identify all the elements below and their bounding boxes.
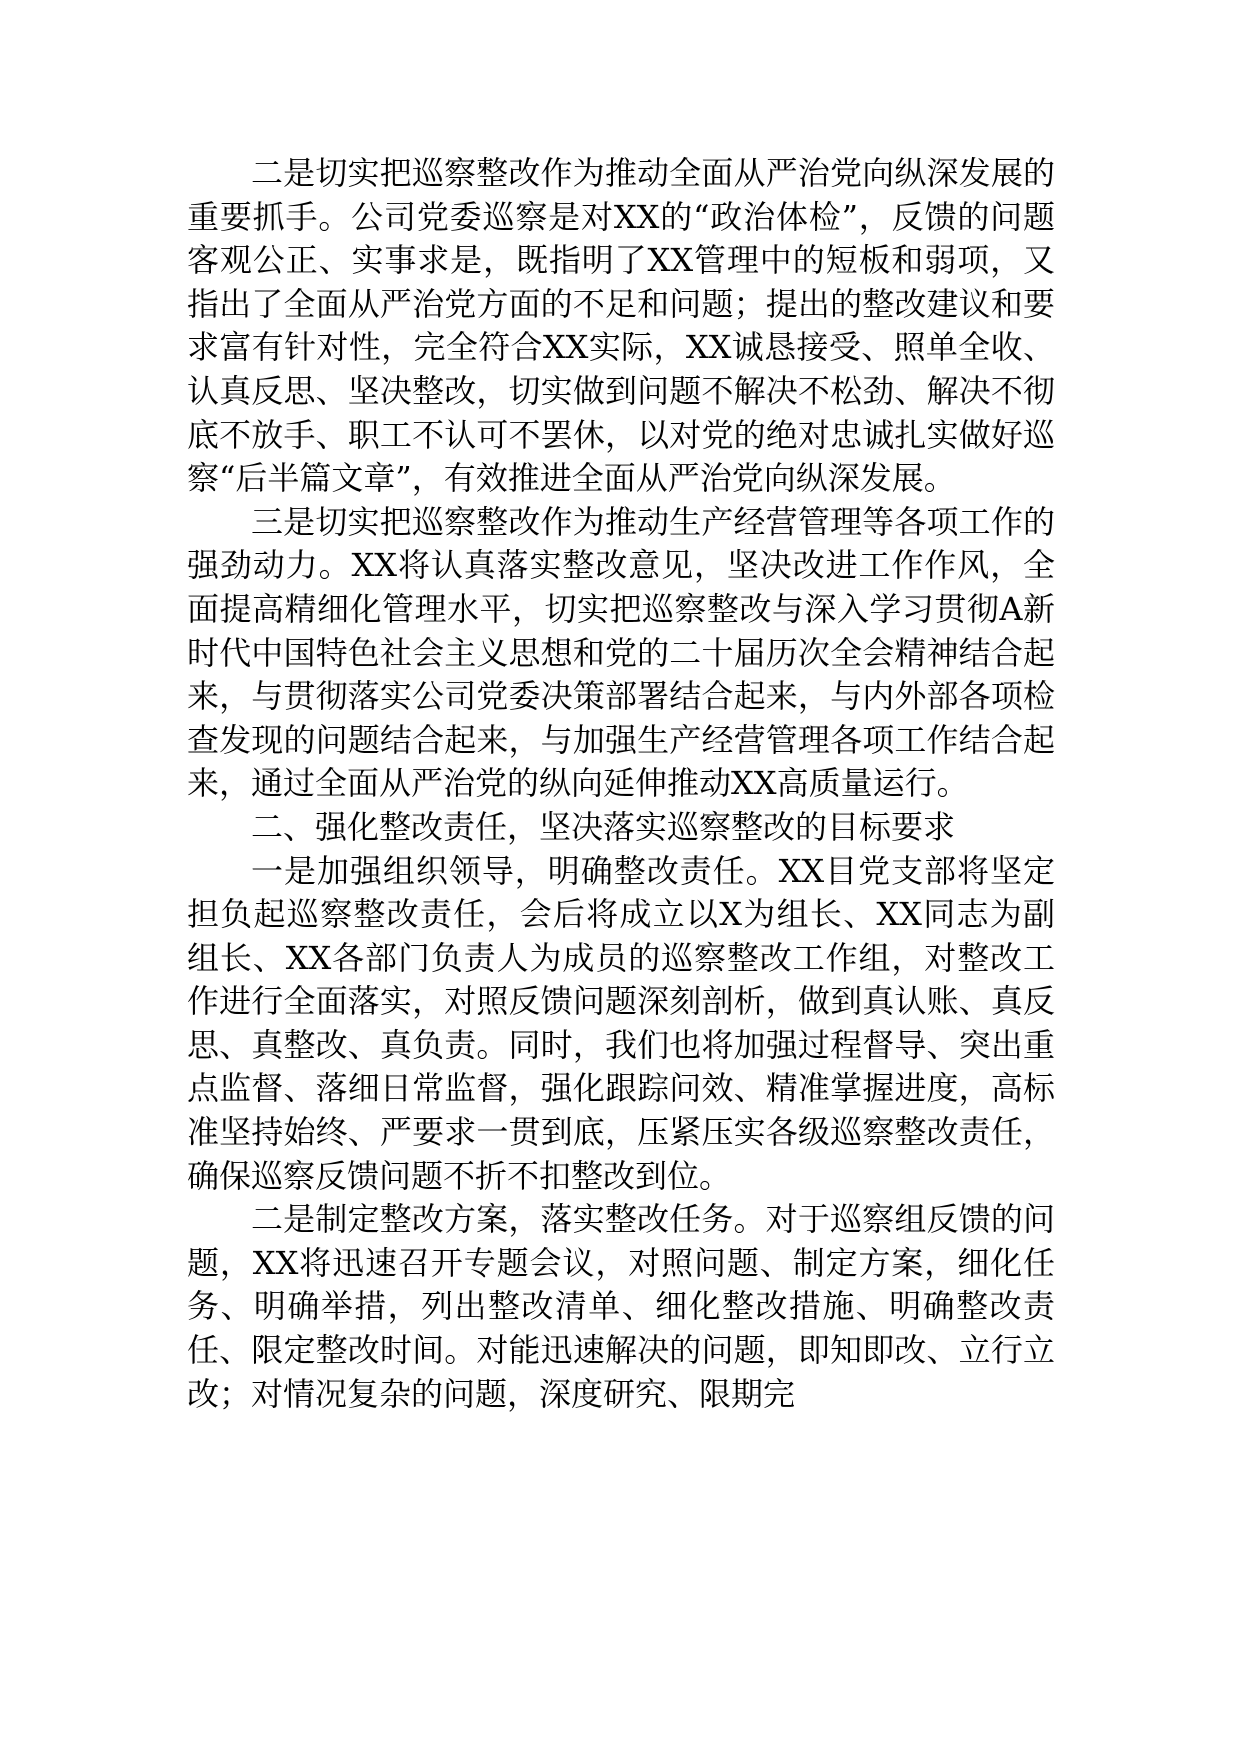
section-heading-strengthen-responsibility: 二、强化整改责任，坚决落实巡察整改的目标要求 — [251, 807, 956, 846]
paragraph-rectification-driving-force: 三是切实把巡察整改作为推动生产经营管理等各项工作的强劲动力。XX将认真落实整改意见，坚决改进工作作风，全面提高精细化管理水平，切实把巡察整改与深入学习贯彻A新时代中国特色社会主义思想和党的二十届历次全会精神结合起来，与贯彻落实公司党委决策部署结合起来，与内外部各项检查发现的问题结合起来，与加强生产经营管理各项工作结合起来，通过全面从严治党的纵向延伸推动XX高质量运行。 — [187, 502, 1055, 803]
paragraph-rectification-grasp: 二是切实把巡察整改作为推动全面从严治党向纵深发展的重要抓手。公司党委巡察是对XX的“政治体检”，反馈的问题客观公正、实事求是，既指明了XX管理中的短板和弱项，又指出了全面从严治党方面的不足和问题；提出的整改建议和要求富有针对性，完全符合XX实际，XX诚恳接受、照单全收、认真反思、坚决整改，切实做到问题不解决不松劲、解决不彻底不放手、职工不认可不罢休，以对党的绝对忠诚扎实做好巡察“后半篇文章”，有效推进全面从严治党向纵深发展。 — [187, 154, 1055, 498]
paragraph-organizational-leadership: 一是加强组织领导，明确整改责任。XX目党支部将坚定担负起巡察整改责任，会后将成立以X为组长、XX同志为副组长、XX各部门负责人为成员的巡察整改工作组，对整改工作进行全面落实，对照反馈问题深刻剖析，做到真认账、真反思、真整改、真负责。同时，我们也将加强过程督导、突出重点监督、落细日常监督，强化跟踪问效、精准掌握进度，高标准坚持始终、严要求一贯到底，压紧压实各级巡察整改责任，确保巡察反馈问题不折不扣整改到位。 — [187, 851, 1055, 1195]
document-body — [187, 152, 1055, 1416]
paragraph-rectification-plan: 二是制定整改方案，落实整改任务。对于巡察组反馈的问题，XX将迅速召开专题会议，对照问题、制定方案，细化任务、明确举措，列出整改清单、细化整改措施、明确整改责任、限定整改时间。对能迅速解决的问题，即知即改、立行立改；对情况复杂的问题，深度研究、限期完 — [187, 1200, 1055, 1413]
